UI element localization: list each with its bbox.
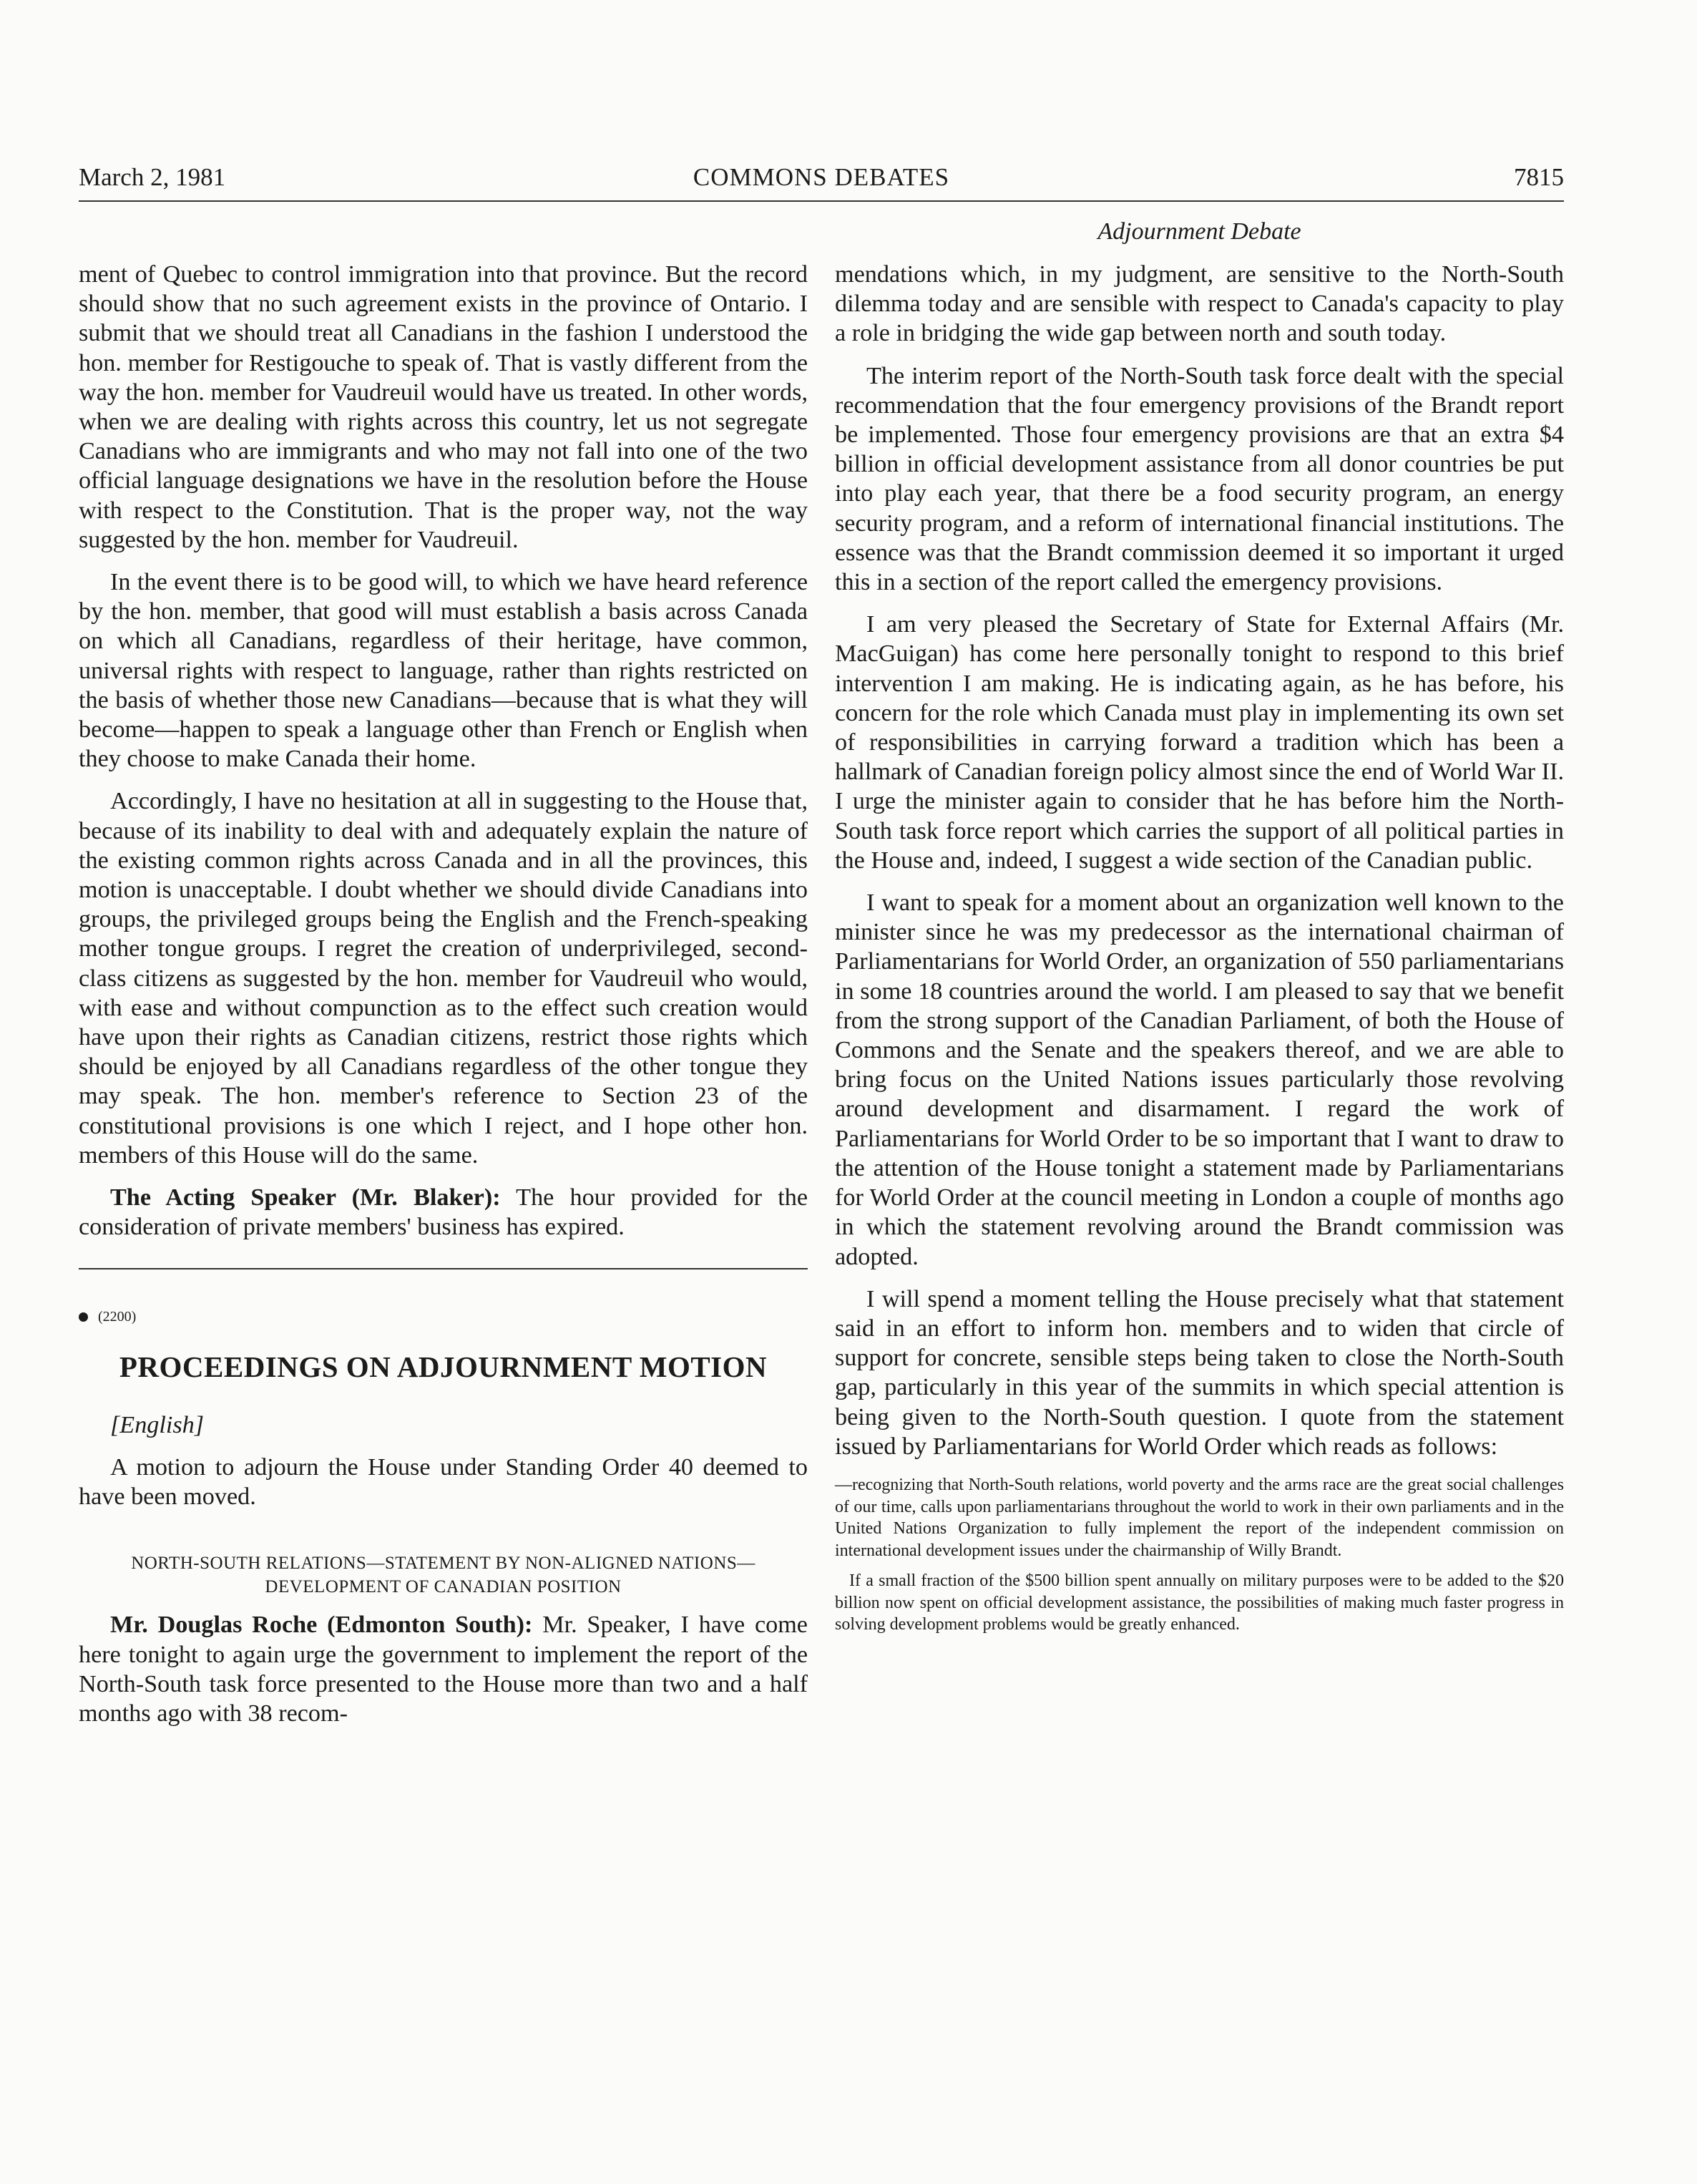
paragraph: A motion to adjourn the House under Standing Order 40 deemed to have been moved.: [79, 1453, 808, 1511]
language-note: [English]: [110, 1411, 205, 1438]
speech-text: The hour provided for the consideration of private members' business has expired.: [79, 1184, 808, 1241]
paragraph: [79, 1183, 808, 1242]
left-column: [79, 260, 808, 1741]
speech-text: Mr. Speaker, I have come here tonight to again urge the government to implement the report of the North-South task force presented to the House more than two and a half months ago with 38 recom-: [79, 1612, 808, 1727]
speaker-name: Mr. Douglas Roche (Edmonton South):: [110, 1612, 533, 1639]
paragraph: I will spend a moment telling the House precisely what that statement said in an effort to inform hon. members and to widen that circle of support for concrete, sensible steps being taken to close the North-South gap, particularly in this year of the summits in which special attention is being given to the North-South question. I quote from the statement issued by Parliamentarians for World Order which reads as follows:: [835, 1285, 1564, 1460]
section-title: PROCEEDINGS ON ADJOURNMENT MOTION: [119, 1350, 768, 1383]
paragraph: Accordingly, I have no hesitation at all in suggesting to the House that, because of its inability to deal with and adequately explain the nature of the existing common rights across Canada and in all the provinces, this motion is unacceptable. I doubt whether we should divide Canadians into groups, the privileged groups being the English and the French-speaking mother tongue groups. I regret the creation of underprivileged, second-class citizens as suggested by the hon. member for Vaudreuil who would, with ease and without compunction as to the effect such creation would have upon their rights as Canadian citizens, restrict those rights which should be enjoyed by all Canadians regardless of the other tongue they may speak. The hon. member's reference to Section 23 of the constitutional provisions is one which I reject, and I hope other hon. members of this House will do the same.: [79, 788, 808, 1169]
quote-paragraph: —recognizing that North-South relations, world poverty and the arms race are the great social challenges of our time, calls upon parliamentarians throughout the world to work in their own parliaments and in the United Nations Organization to fully implement the report of the independent commission on international development issues under the chairmanship of Willy Brandt.: [835, 1475, 1564, 1560]
header-title: COMMONS DEBATES: [693, 163, 950, 191]
time-marker: [79, 1302, 808, 1332]
paragraph: mendations which, in my judgment, are sensitive to the North-South dilemma today and are sensible with respect to Canada's capacity to play a role in bridging the wide gap between north and south today.: [835, 261, 1564, 347]
section-divider: [79, 1268, 808, 1269]
paragraph: The interim report of the North-South task force dealt with the special recommendation that the four emergency provisions of the Brandt report be implemented. Those four emergency provisions are that an extra $4 billion in official development assistance from all donor countries be put into play each year, that there be a food security program, an energy security program, and a reform of international financial institutions. The essence was that the Brandt commission deemed it so important it urged this in a section of the report called the emergency provisions.: [835, 362, 1564, 596]
debate-subheading: NORTH-SOUTH RELATIONS—STATEMENT BY NON-ALIGNED NATIONS—DEVELOPMENT OF CANADIAN POSITION: [131, 1554, 755, 1597]
paragraph: ment of Quebec to control immigration into that province. But the record should show that no such agreement exists in the province of Ontario. I submit that we should treat all Canadians in the fashion I understood the hon. member for Restigouche to speak of. That is vastly different from the way the hon. member for Vaudreuil would have us treated. In other words, when we are dealing with rights across this country, let us not segregate Canadians who are immigrants and who may not fall into one of the two official language designations we have in the resolution before the House with respect to the Constitution. That is the proper way, not the way suggested by the hon. member for Vaudreuil.: [79, 261, 808, 553]
paragraph: I want to speak for a moment about an organization well known to the minister since he was my predecessor as the international chairman of Parliamentarians for World Order, an organization of 550 parliamentarians in some 18 countries around the world. I am pleased to say that we benefit from the strong support of the Canadian Parliament, of both the House of Commons and the Senate and the speakers thereof, and we are able to bring focus on the United Nations issues particularly those revolving around development and disarmament. I regard the work of Parliamentarians for World Order to be so important that I want to draw to the attention of the House tonight a statement made by Parliamentarians for World Order at the council meeting in London a couple of months ago in which the statement revolving around the Brandt commission was adopted.: [835, 889, 1564, 1270]
block-quote: [835, 1474, 1564, 1636]
paragraph: I am very pleased the Secretary of State for External Affairs (Mr. MacGuigan) has come here personally tonight to respond to this brief intervention I am making. He is indicating again, as he has before, his concern for the role which Canada must play in implementing its own set of responsibilities in carrying forward a tradition which has been a hallmark of Canadian foreign policy almost since the end of World War II. I urge the minister again to consider that he has before him the North-South task force report which carries the support of all political parties in the House and, indeed, I suggest a wide section of the Canadian public.: [835, 611, 1564, 874]
paragraph: [79, 1610, 808, 1728]
paragraph: In the event there is to be good will, to which we have heard reference by the hon. member, that good will must establish a basis across Canada on which all Canadians, regardless of their heritage, have common, universal rights with respect to language, rather than rights restricted on the basis of whether those new Canadians—because that is what they will become—happen to speak a language other than French or English when they choose to make Canada their home.: [79, 569, 808, 773]
time-marker-text: (2200): [98, 1308, 137, 1325]
right-column: [835, 260, 1564, 1644]
page-header: [79, 163, 1564, 202]
header-date: March 2, 1981: [79, 163, 226, 191]
running-head: Adjournment Debate: [1097, 218, 1301, 245]
page-number: 7815: [1514, 163, 1564, 191]
bullet-dot-icon: [79, 1312, 88, 1322]
speaker-name: The Acting Speaker (Mr. Blaker):: [110, 1184, 501, 1212]
quote-paragraph: If a small fraction of the $500 billion spent annually on military purposes were to be added to the $20 billion now spent on official development assistance, the possibilities of making much faster progress in solving development problems would be greatly enhanced.: [835, 1571, 1564, 1634]
